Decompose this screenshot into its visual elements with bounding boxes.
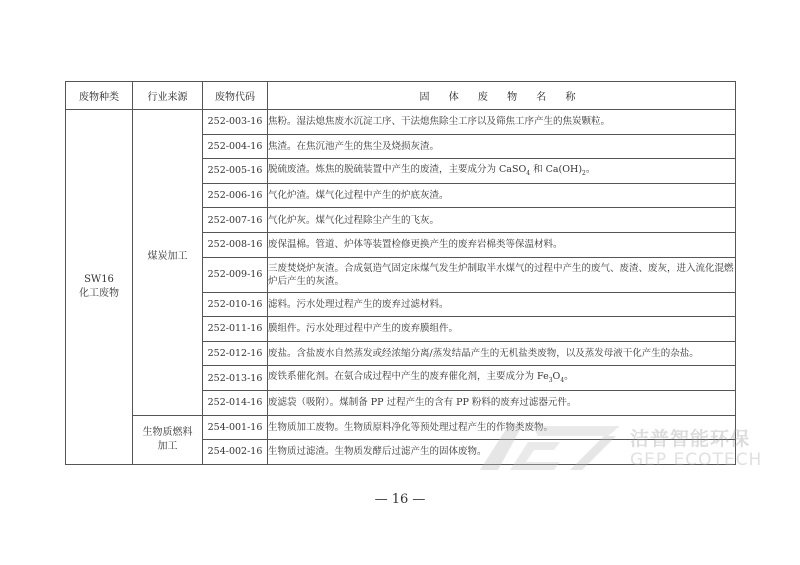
page-number: — 16 —	[374, 492, 426, 507]
source-label: 生物质燃料加工	[142, 426, 193, 452]
desc-text: O	[552, 370, 561, 382]
category-cell	[66, 110, 133, 465]
waste-code: 254-001-16	[203, 415, 268, 440]
waste-desc: 焦粉。湿法熄焦废水沉淀工序、干法熄焦除尘工序以及筛焦工序产生的焦炭颗粒。	[268, 110, 736, 135]
waste-code: 252-010-16	[203, 292, 268, 317]
waste-desc: 滤料。污水处理过程产生的废弃过滤材料。	[268, 292, 736, 317]
waste-desc: 三废焚烧炉灰渣。合成氨造气固定床煤气发生炉制取半水煤气的过程中产生的废气、废渣、废灰，进入流化混燃炉后产生的灰渣。	[268, 257, 736, 292]
waste-desc	[268, 159, 736, 184]
waste-desc: 气化炉渣。煤气化过程中产生的炉底灰渣。	[268, 183, 736, 208]
header-name: 固 体 废 物 名 称	[268, 82, 736, 110]
table-header-row	[66, 82, 736, 110]
category-name: 化工废物	[79, 287, 119, 299]
waste-code: 252-014-16	[203, 390, 268, 415]
desc-text: 。	[564, 370, 574, 382]
source-label: 煤炭加工	[147, 251, 188, 263]
waste-desc: 焦渣。在焦沉池产生的焦尘及烧损灰渣。	[268, 134, 736, 159]
waste-desc: 气化炉灰。煤气化过程除尘产生的飞灰。	[268, 208, 736, 233]
subscript: 4	[560, 376, 565, 384]
desc-text: 脱硫废渣。炼焦的脱硫装置中产生的废渣，主要成分为 CaSO	[268, 163, 527, 175]
waste-desc: 生物质加工废物。生物质原料净化等预处理过程产生的作物类废物。	[268, 415, 736, 440]
table-row	[66, 110, 736, 135]
header-category: 废物种类	[66, 82, 133, 110]
waste-code: 252-012-16	[203, 341, 268, 366]
subscript: 2	[582, 169, 586, 177]
waste-desc: 废滤袋（吸附）。煤制备 PP 过程产生的含有 PP 粉料的废弃过滤器元件。	[268, 390, 736, 415]
waste-code: 252-008-16	[203, 232, 268, 257]
subscript: 4	[526, 169, 531, 177]
solid-waste-table	[65, 81, 736, 465]
desc-text: 废铁系催化剂。在氨合成过程中产生的废弃催化剂，主要成分为 Fe	[268, 370, 549, 382]
header-code: 废物代码	[203, 82, 268, 110]
waste-desc: 废盐。含盐废水自然蒸发或经浓缩分离/蒸发结晶产生的无机盐类废物，以及蒸发母液干化产生的杂盐。	[268, 341, 736, 366]
waste-code: 252-006-16	[203, 183, 268, 208]
category-code: SW16	[84, 273, 114, 285]
waste-code: 252-007-16	[203, 208, 268, 233]
waste-code: 252-005-16	[203, 159, 268, 184]
source-cell-biomass	[133, 415, 203, 464]
waste-desc: 生物质过滤渣。生物质发酵后过滤产生的固体废物。	[268, 440, 736, 465]
watermark-text-cn: 洁普智能环保	[630, 428, 751, 450]
waste-code: 252-011-16	[203, 317, 268, 342]
waste-code: 254-002-16	[203, 440, 268, 465]
waste-code: 252-004-16	[203, 134, 268, 159]
waste-code: 252-003-16	[203, 110, 268, 135]
header-source: 行业来源	[133, 82, 203, 110]
waste-code: 252-009-16	[203, 257, 268, 292]
waste-desc: 膜组件。污水处理过程中产生的废弃膜组件。	[268, 317, 736, 342]
source-cell-coal	[133, 110, 203, 416]
waste-code: 252-013-16	[203, 366, 268, 391]
desc-text: 。	[585, 163, 596, 175]
waste-desc	[268, 366, 736, 391]
desc-text: 和 Ca(OH)	[530, 163, 583, 175]
subscript: 3	[548, 376, 553, 384]
table-row	[66, 415, 736, 440]
watermark-text-en: GEP ECOTECH	[630, 450, 763, 470]
waste-desc: 废保温棉。管道、炉体等装置检修更换产生的废弃岩棉类等保温材料。	[268, 232, 736, 257]
